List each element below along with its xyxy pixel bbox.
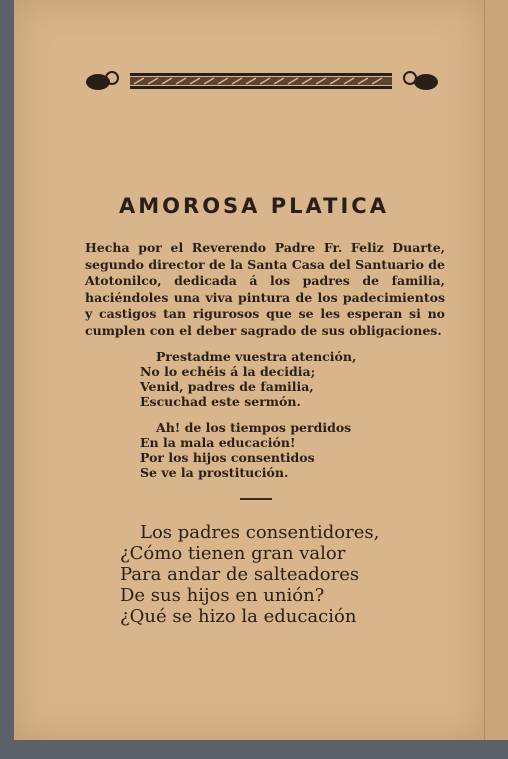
page-edge bbox=[484, 0, 508, 740]
verse-line: ¿Cómo tienen gran valor bbox=[120, 543, 346, 564]
verse-line: Por los hijos consentidos bbox=[140, 450, 315, 465]
verse-line: Para andar de salteadores bbox=[120, 564, 360, 585]
verse-line: De sus hijos en unión? bbox=[120, 585, 325, 606]
stanza-2 bbox=[140, 420, 351, 480]
stanza-3 bbox=[120, 522, 379, 627]
verse-line: No lo echéis á la decidia; bbox=[140, 364, 316, 379]
stanza-1 bbox=[140, 349, 356, 409]
verse-line: Ah! de los tiempos perdidos bbox=[156, 420, 352, 435]
section-divider bbox=[240, 498, 272, 500]
verse-line: Venid, padres de familia, bbox=[140, 379, 314, 394]
verse-line: En la mala educación! bbox=[140, 435, 296, 450]
verse-line: ¿Qué se hizo la educación bbox=[120, 606, 357, 627]
verse-line: Escuchad este sermón. bbox=[140, 394, 301, 409]
verse-line: Los padres consentidores, bbox=[140, 522, 380, 543]
verse-line: Se ve la prostitución. bbox=[140, 465, 289, 480]
intro-paragraph: Hecha por el Reverendo Padre Fr. Feliz Duarte, segundo director de la Santa Casa del Santuario de Atotonilco, dedicada á los padres de familia, haciéndoles una viva pintura de los padecimientos y castigos tan rigurosos que se les esperan si no cumplen con el deber sagrado de sus obligaciones. bbox=[85, 240, 445, 338]
verse-line: Prestadme vuestra atención, bbox=[156, 349, 357, 364]
document-title: AMOROSA PLATICA bbox=[119, 194, 389, 218]
decorative-ornament-band bbox=[84, 68, 440, 94]
